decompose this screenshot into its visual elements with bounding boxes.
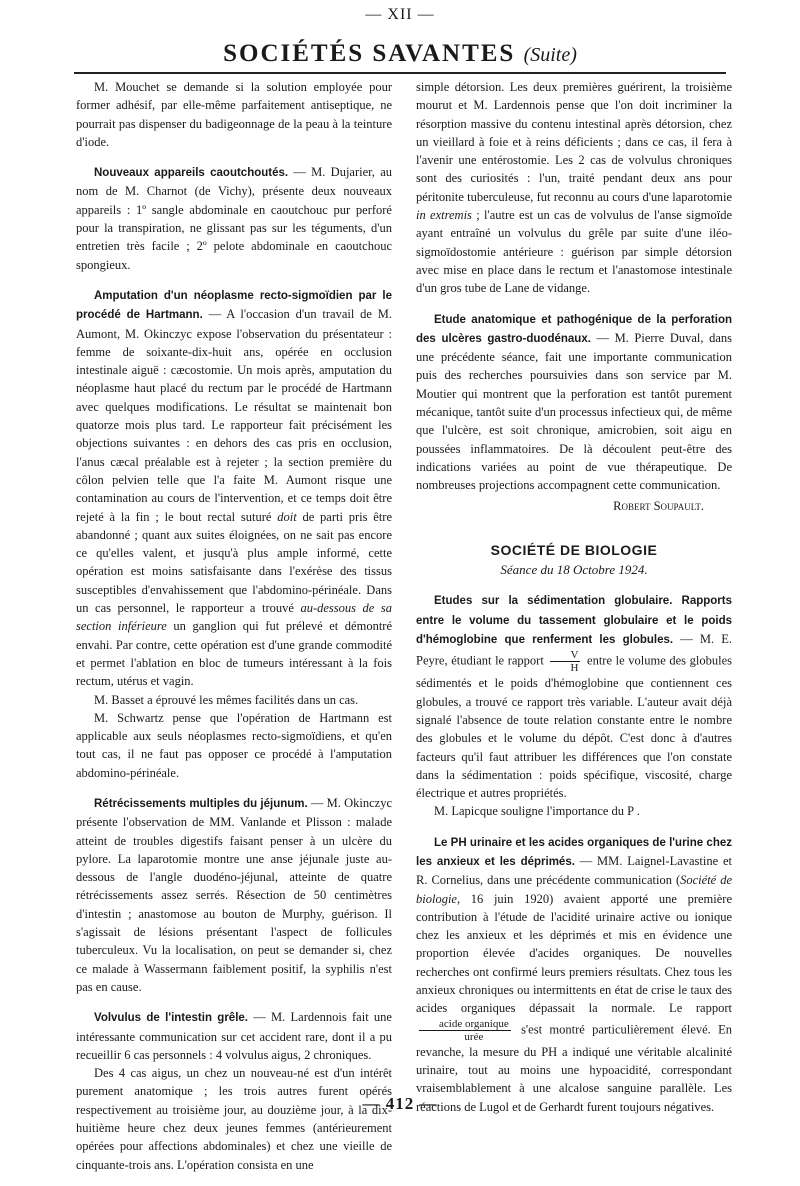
ratio-acide-uree-numerator: acide organique [419, 1018, 511, 1031]
volvulus-continuation-a: simple détorsion. Les deux premières guérirent, la troisième mourut et M. Lardennois pense que l'on doit incriminer la résorption massive du contenu intestinal après détorsion, chez un vieillard à foie et à reins déficients ; dans ce cas, il fera à l'avenir une entérostomie. Les 2 cas de volvulus chroniques sont des curiosités : l'un, traité pendant deux ans pour péritonite tuberculeuse, fut reconnu au cours d'une laparotomie [416, 80, 732, 204]
volvulus-continuation-text [416, 78, 732, 298]
article-ph-urinaire-body-c: s'est montré particulièrement élevé. En revanche, la mesure du PH a indiqué une véritable alcalinité urinaire, tout au moins une hypoacidité, correspondant vraisemblablement à une alcalose sanguine parallèle. Les réactions de Lugol et de Gerhardt furent toujours négatives. [416, 1022, 732, 1114]
article-retrecissements-text [76, 794, 392, 996]
article-sedimentation [416, 591, 732, 820]
section-title-text: SOCIÉTÉS SAVANTES [223, 40, 516, 67]
lapicque-remark: M. Lapicque souligne l'importance du P . [434, 804, 640, 819]
article-amputation [76, 286, 392, 782]
article-amputation-italic-1: doit [277, 509, 297, 524]
article-retrecissements-heading: Rétrécissements multiples du jéjunum. [94, 797, 308, 810]
ratio-acide-uree [419, 1018, 511, 1043]
article-retrecissements [76, 794, 392, 996]
mouchet-text: M. Mouchet se demande si la solution employée pour former adhésif, par elle-même parfaitement antiseptique, ne pourrait pas dispenser du badigeonnage de la peau à la teinture d'iode. [76, 80, 392, 149]
article-amputation-heading: Amputation d'un néoplasme recto-sigmoïdien par le procédé de Hartmann. [76, 289, 392, 322]
header-rule [74, 72, 726, 74]
author-signature: Robert Soupault. [613, 498, 704, 513]
article-amputation-text [76, 286, 392, 691]
ratio-acide-uree-denominator: urée [464, 1030, 484, 1043]
article-amputation-body-1: — A l'occasion d'un travail de M. Aumont, M. Okinczyc expose l'observation du présentateur : femme de soixante-dix-huit ans, opérée en occlusion intestinale aiguë : cæcostomie. Un mois après, amputation du néoplasme haut placé du rectum par le procédé de Hartmann avec quelques modifications. Le résultat se maintenait bon quatorze mois plus tard. Le rapporteur fait précisément les objections suivantes : en dehors des cas pris en occlusion, l'anus cæcal préalable est à rejeter ; la section première du côlon pelvien telle que l'a faite M. Aumont risque une contamination au cours de l'intervention, et ce temps doit être rejeté à la fin ; le bout rectal suturé [76, 307, 392, 524]
schwartz-remark: M. Schwartz pense que l'opération de Hartmann est applicable aux seuls néoplasmes recto-sigmoïdiens, et qu'en tout cas, il ne faut pas opposer ce procédé à l'amputation abdomino-périnéale. [76, 710, 392, 780]
roman-page-number: — XII — [365, 6, 435, 23]
article-amputation-body-3: un ganglion qui fut prélevé et démontré envahi. Par contre, cette opération est d'une grande commodité et permet l'ablation en bloc de tumeurs intéressant à la fois rectum, utérus et vagin. [76, 619, 392, 689]
article-volvulus-body: — M. Lardennois fait une intéressante communication sur cet accident rare, dont il a pu recueillir 6 cas personnels : 4 volvulus aigus, 2 chroniques. [76, 1010, 392, 1062]
article-perforation [416, 310, 732, 515]
article-volvulus-body-2: Des 4 cas aigus, un chez un nouveau-né est d'un intérêt purement anatomique ; les trois autres furent opérés respectivement au troisième jour, au douzième jour, à la dix-huitième heure chez deux jeunes femmes (antérieurement opérées pour affections abdominales) et chez une vieille de cinquante-trois ans. L'opération consista en une [76, 1066, 392, 1172]
right-column [416, 78, 732, 1128]
article-volvulus [76, 1008, 392, 1174]
basset-remark: M. Basset a éprouvé les mêmes facilités dans un cas. [94, 692, 359, 707]
article-sedimentation-body-a: — M. E. Peyre, étudiant le rapport [416, 632, 733, 668]
article-ph-urinaire-text [416, 833, 732, 1116]
seance-date: Séance du 18 Octobre 1924. [500, 562, 648, 578]
volvulus-continuation-italic: in extremis [416, 208, 472, 223]
article-sedimentation-body-b: entre le volume des globules sédimentés et le poids d'hémoglobine que contiennent ces globules, a trouvé ce rapport très variable. L'auteur avait déjà signalé l'absence de toute relation constante entre le nombre des globules et le volume du dépôt. C'est donc à d'autres facteurs qu'il faut attribuer les différences que l'on constate dans la sédimentation : poids spécifique, viscosité, charge électrique et autres propriétés. [416, 653, 733, 801]
page-number: — 412 — [362, 1094, 438, 1113]
article-ph-urinaire-heading: Le PH urinaire et les acides organiques de l'urine chez les anxieux et les déprimés. [416, 836, 732, 868]
article-appareils [76, 163, 392, 274]
volvulus-continuation-b: ; l'autre est un cas de volvulus de l'anse sigmoïde ayant entraîné un volvulus du grêle par suite d'une iléo-sigmoïdostomie antérieure : guérison par simple détorsion avec mise en place dans le rectum et l'anastomose intestinale d'un gros tube de Lane de vidange. [416, 208, 732, 296]
article-ph-urinaire-italic: Société de biologie [416, 873, 732, 906]
societe-biologie-title: SOCIÉTÉ DE BIOLOGIE [490, 541, 658, 558]
mouchet-paragraph [76, 78, 392, 151]
article-amputation-body-2: de parti pris être abandonné ; quant aux suites éloignées, on ne sait pas encore ce qu'elles valent, et jusqu'à plus ample informé, cette opération est moins satisfaisante dans l'exérèse des tissus susceptibles d'envahissement que l'abdomino-périnéale. Dans un cas personnel, le rapporteur a trouvé [76, 509, 393, 616]
article-appareils-heading: Nouveaux appareils caoutchoutés. [94, 167, 289, 180]
left-column [76, 78, 392, 1186]
ratio-v-h-numerator: V [550, 649, 580, 662]
article-sedimentation-heading: Etudes sur la sédimentation globulaire. Rapports entre le volume du tassement globulaire et le poids d'hémoglobine que renferment les globules. [416, 595, 732, 647]
article-amputation-italic-2: au-dessous de sa section inférieure [76, 601, 392, 634]
article-retrecissements-body: — M. Okinczyc présente l'observation de MM. Vanlande et Plisson : malade atteint de troubles digestifs faisant penser à un ulcère du pylore. La laparotomie montre une anse jéjunale juste au-dessous de l'angle duodéno-jéjunal, atteinte de quatre rétrécissements assez serrés. Résection de 50 centimètres d'intestin ; anastomose au bouton de Murphy, guérison. Il s'agissait de lésions présentant l'aspect de follicules tuberculeux. Vu la localisation, on peut se demander si, chez ce malade à Wassermann faiblement positif, la syphilis n'est pas en cause. [76, 795, 392, 994]
ratio-v-h [550, 649, 580, 674]
section-title [0, 40, 800, 68]
article-perforation-body: — M. Pierre Duval, dans une précédente séance, fait une importante communication puis des recherches poursuivies dans son service par M. Moutier qui montrent que la perforation est tantôt purement mécanique, tantôt suite d'un processus infectieux qui, de même que l'ulcère, est soit chronique, amicrobien, soit aigu en poussées inflammatoires. De là découlent peut-être des indications variées au point de vue thérapeutique. De nombreuses projections accompagnent cette communication. [416, 330, 732, 493]
article-ph-urinaire-body-b: , 16 juin 1920) avaient apporté une première contribution à l'étude de l'acidité urinaire active ou ionique chez les anxieux et les déprimés et mis en évidence une proportion élevée d'acides organiques. De nouvelles recherches ont confirmé leurs premiers résultats. Chez tous les anxieux chroniques ou intermittents en état de crise le taux des acides organiques dépassait la normale. Le rapport [416, 891, 732, 1016]
article-sedimentation-text [416, 591, 732, 802]
article-appareils-body: — M. Dujarier, au nom de M. Charnot (de Vichy), présente deux nouveaux appareils : 1º sangle abdominale en caoutchouc pur perforé pour la transpiration, ne glissant pas sur les téguments, d'un entretien très facile ; 2º pelote abdominale en caoutchouc spongieux. [76, 165, 392, 272]
article-perforation-text [416, 310, 732, 495]
section-title-suite: (Suite) [523, 44, 577, 66]
article-volvulus-heading: Volvulus de l'intestin grêle. [94, 1012, 248, 1025]
article-ph-urinaire [416, 833, 732, 1116]
article-appareils-text [76, 163, 392, 274]
article-perforation-heading: Etude anatomique et pathogénique de la perforation des ulcères gastro-duodénaux. [416, 313, 732, 345]
volvulus-continuation [416, 78, 732, 298]
ratio-v-h-denominator: H [570, 662, 579, 675]
article-ph-urinaire-body-a: — MM. Laignel-Lavastine et R. Cornelius, dans une précédente communication ( [416, 853, 733, 888]
article-volvulus-text [76, 1008, 392, 1064]
